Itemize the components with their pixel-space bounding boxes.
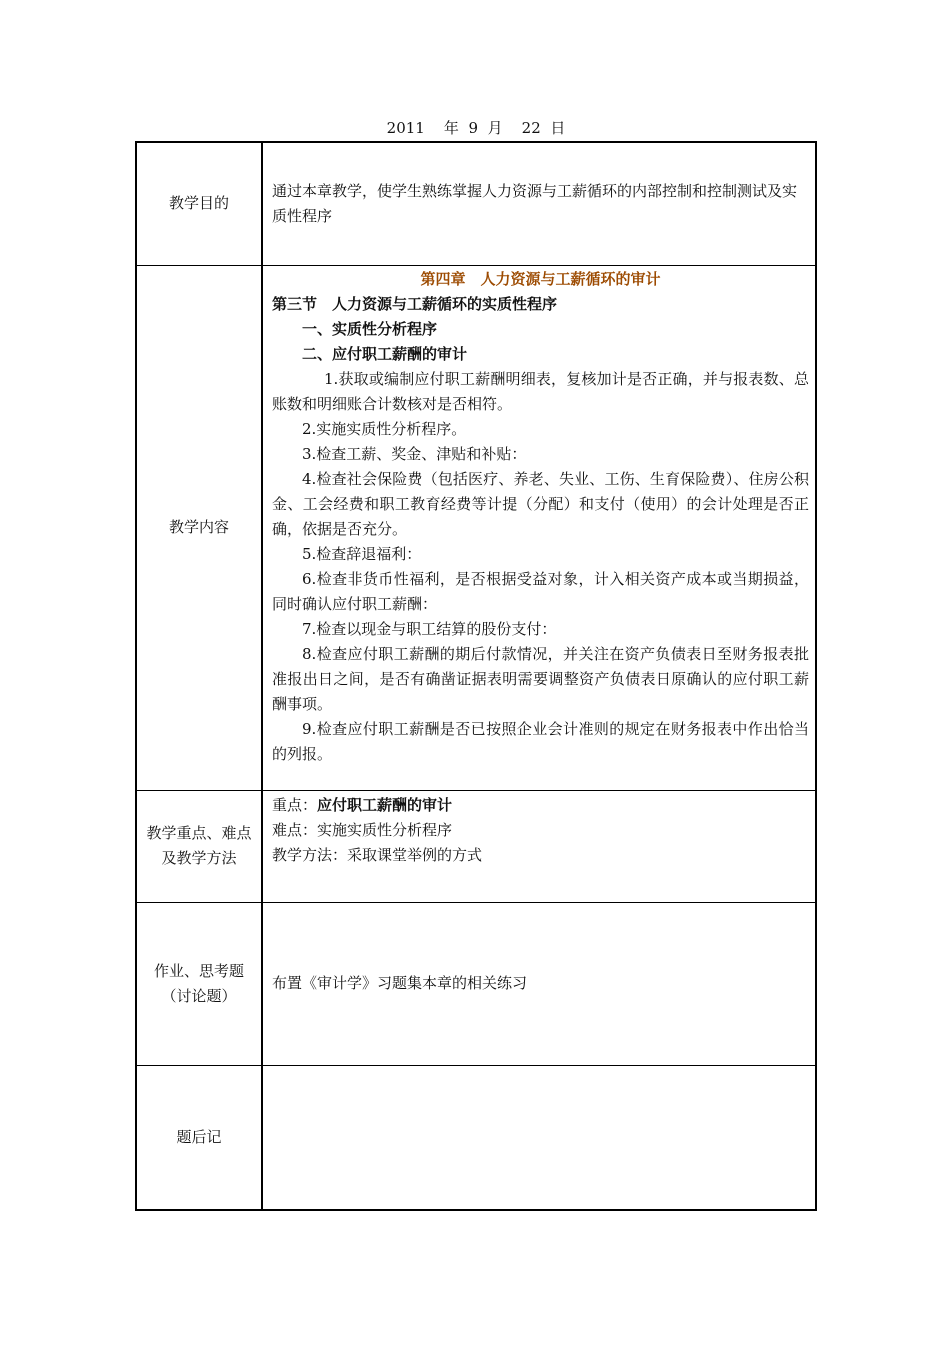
list-item: 3.检查工薪、奖金、津贴和补贴：: [302, 444, 527, 463]
list-item: 7.检查以现金与职工结算的股份支付：: [302, 619, 557, 638]
row-keypoints: [136, 790, 816, 902]
list-item: 1.获取或编制应付职工薪酬明细表，复核加计是否正确，并与报表数、总账数和明细账合计数核对是否相符。: [272, 369, 809, 413]
date-line: [0, 118, 952, 138]
chapter-title: 第四章 人力资源与工薪循环的审计: [420, 269, 661, 288]
list-item: 2.实施实质性分析程序。: [302, 419, 467, 438]
subheading-payroll-audit: 二、应付职工薪酬的审计: [302, 344, 468, 363]
list-item: 4.检查社会保险费（包括医疗、养老、失业、工伤、生育保险费）、住房公积金、工会经费和职工教育经费等计提（分配）和支付（使用）的会计处理是否正确，依据是否充分。: [272, 469, 809, 538]
homework-label: 作业、思考题（讨论题）: [136, 902, 262, 1065]
date-day: 22: [521, 119, 541, 137]
row-objective: [136, 142, 816, 265]
homework-text: 布置《审计学》习题集本章的相关练习: [262, 902, 816, 1065]
afternote-label: 题后记: [136, 1065, 262, 1210]
subheading-analytical-procedures: 一、实质性分析程序: [302, 319, 438, 338]
afternote-text: [262, 1065, 816, 1210]
row-content: [136, 265, 816, 790]
date-year-unit: 年: [443, 119, 459, 137]
date-month: 9: [468, 119, 479, 137]
content-label: 教学内容: [136, 265, 262, 790]
keypoints-cell: [262, 790, 816, 902]
row-homework: [136, 902, 816, 1065]
lesson-plan-table: [135, 141, 817, 1211]
focus-prefix: 重点：: [272, 795, 318, 814]
content-cell: [262, 265, 816, 790]
objective-label: 教学目的: [136, 142, 262, 265]
difficulty-line: 难点：实施实质性分析程序: [272, 820, 453, 839]
list-item: 8.检查应付职工薪酬的期后付款情况，并关注在资产负债表日至财务报表批准报出日之间，是否有确凿证据表明需要调整资产负债表日原确认的应付职工薪酬事项。: [272, 644, 809, 713]
section-title: 第三节 人力资源与工薪循环的实质性程序: [272, 294, 558, 313]
list-item: 9.检查应付职工薪酬是否已按照企业会计准则的规定在财务报表中作出恰当的列报。: [272, 719, 809, 763]
objective-text: 通过本章教学，使学生熟练掌握人力资源与工薪循环的内部控制和控制测试及实质性程序: [262, 142, 816, 265]
keypoints-label: 教学重点、难点及教学方法: [136, 790, 262, 902]
date-day-unit: 日: [550, 119, 566, 137]
date-year: 2011: [386, 119, 425, 137]
focus-value: 应付职工薪酬的审计: [317, 795, 453, 814]
date-month-unit: 月: [487, 119, 503, 137]
focus-line: [272, 793, 809, 818]
list-item: 6.检查非货币性福利，是否根据受益对象，计入相关资产成本或当期损益，同时确认应付职工薪酬：: [272, 569, 809, 613]
list-item: 5.检查辞退福利：: [302, 544, 422, 563]
method-line: 教学方法：采取课堂举例的方式: [272, 845, 483, 864]
row-afternote: [136, 1065, 816, 1210]
